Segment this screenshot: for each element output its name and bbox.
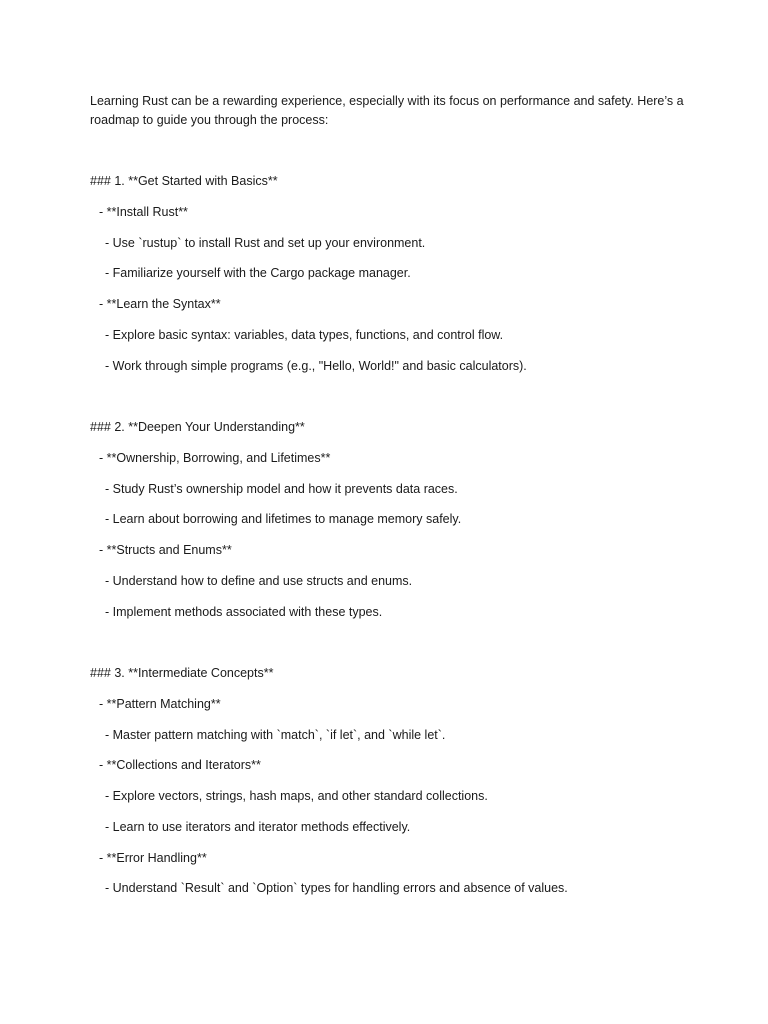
list-item: - Explore basic syntax: variables, data types, functions, and control flow.: [105, 328, 504, 342]
intro-paragraph: Learning Rust can be a rewarding experience, especially with its focus on performance and safety. Here’s a roadmap to guide you through the process:: [90, 94, 684, 127]
section-heading: ### 2. **Deepen Your Understanding**: [90, 420, 305, 434]
list-item: - Explore vectors, strings, hash maps, and other standard collections.: [105, 789, 488, 803]
section-heading: ### 1. **Get Started with Basics**: [90, 174, 278, 188]
group-title: - **Collections and Iterators**: [99, 758, 261, 772]
group-title: - **Error Handling**: [99, 851, 207, 865]
list-item: - Master pattern matching with `match`, `if let`, and `while let`.: [105, 728, 446, 742]
group-title: - **Learn the Syntax**: [99, 297, 221, 311]
group-title: - **Structs and Enums**: [99, 543, 232, 557]
list-item: - Implement methods associated with these types.: [105, 605, 383, 619]
list-item: - Use `rustup` to install Rust and set up your environment.: [105, 236, 426, 250]
list-item: - Understand how to define and use structs and enums.: [105, 574, 413, 588]
list-item: - Study Rust’s ownership model and how it prevents data races.: [105, 482, 458, 496]
list-item: - Learn to use iterators and iterator methods effectively.: [105, 820, 411, 834]
group-title: - **Install Rust**: [99, 205, 188, 219]
list-item: - Understand `Result` and `Option` types for handling errors and absence of values.: [105, 881, 568, 895]
section-heading: ### 3. **Intermediate Concepts**: [90, 666, 274, 680]
group-title: - **Pattern Matching**: [99, 697, 221, 711]
list-item: - Work through simple programs (e.g., "Hello, World!" and basic calculators).: [105, 359, 527, 373]
list-item: - Learn about borrowing and lifetimes to manage memory safely.: [105, 512, 462, 526]
list-item: - Familiarize yourself with the Cargo package manager.: [105, 266, 411, 280]
group-title: - **Ownership, Borrowing, and Lifetimes**: [99, 451, 331, 465]
